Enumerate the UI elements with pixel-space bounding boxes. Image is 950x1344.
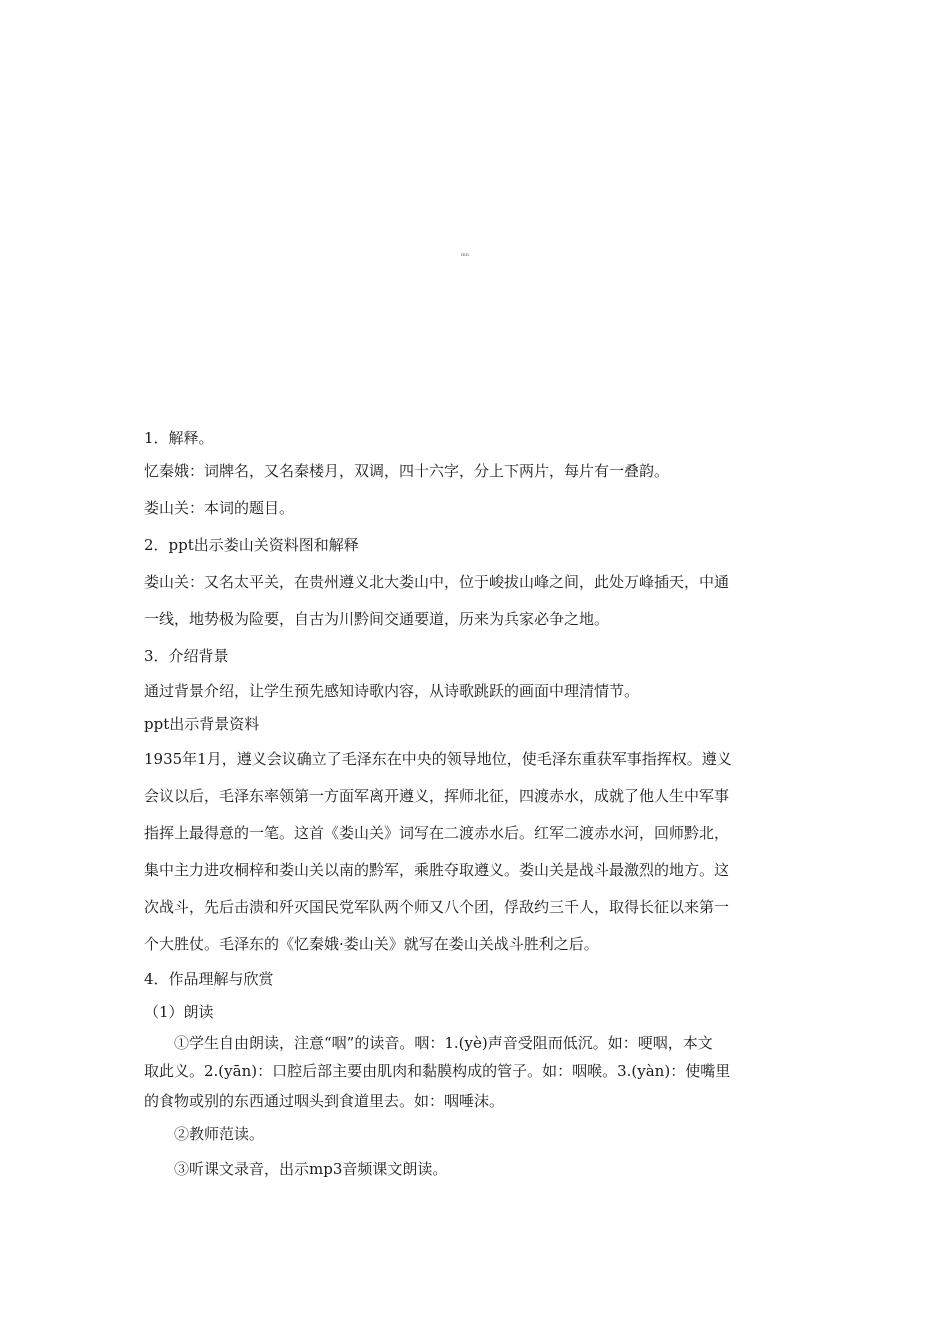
paragraph: ppt出示背景资料 [144,715,260,733]
list-item: ②教师范读。 [174,1125,265,1143]
paragraph: ①学生自由朗读，注意“咽”的读音。咽：1.(yè)声音受阻而低沉。如：哽咽，本文 [174,1034,713,1052]
paragraph: 会议以后，毛泽东率领第一方面军离开遵义，挥师北征，四渡赤水，成就了他人生中军事 [144,787,730,805]
paragraph: 次战斗，先后击溃和歼灭国民党军队两个师又八个团，俘敌约三千人，取得长征以来第一 [144,898,730,916]
paragraph: 集中主力进攻桐梓和娄山关以南的黔军，乘胜夺取遵义。娄山关是战斗最激烈的地方。这 [144,861,730,879]
paragraph: 指挥上最得意的一笔。这首《娄山关》词写在二渡赤水后。红军二渡赤水河，回师黔北， [144,824,730,842]
paragraph: 一线，地势极为险要，自古为川黔间交通要道，历来为兵家必争之地。 [144,610,610,628]
paragraph: 忆秦娥：词牌名，又名秦楼月，双调，四十六字，分上下两片，每片有一叠韵。 [144,462,670,480]
sub-heading: （1）朗读 [144,1003,214,1021]
paragraph: 1935年1月，遵义会议确立了毛泽东在中央的领导地位，使毛泽东重获军事指挥权。遵义 [144,750,732,768]
image-placeholder-mark: mn [461,252,469,258]
heading-1: 1．解释。 [144,429,214,447]
heading-4: 4．作品理解与欣赏 [144,970,274,988]
heading-2: 2．ppt出示娄山关资料图和解释 [144,536,359,554]
paragraph: 娄山关：又名太平关，在贵州遵义北大娄山中，位于峻拔山峰之间，此处万峰插天，中通 [144,573,730,591]
paragraph: 的食物或别的东西通过咽头到食道里去。如：咽唾沫。 [144,1092,505,1110]
paragraph: 取此义。2.(yān)：口腔后部主要由肌肉和黏膜构成的管子。如：咽喉。3.(yàn)：使嘴里 [144,1062,731,1080]
paragraph: 个大胜仗。毛泽东的《忆秦娥·娄山关》就写在娄山关战斗胜利之后。 [144,935,599,953]
paragraph: 娄山关：本词的题目。 [144,499,295,517]
list-item: ③听课文录音，出示mp3音频课文朗读。 [174,1160,448,1178]
document-body [144,423,808,1188]
heading-3: 3．介绍背景 [144,647,229,665]
paragraph: 通过背景介绍，让学生预先感知诗歌内容，从诗歌跳跃的画面中理清情节。 [144,682,640,700]
